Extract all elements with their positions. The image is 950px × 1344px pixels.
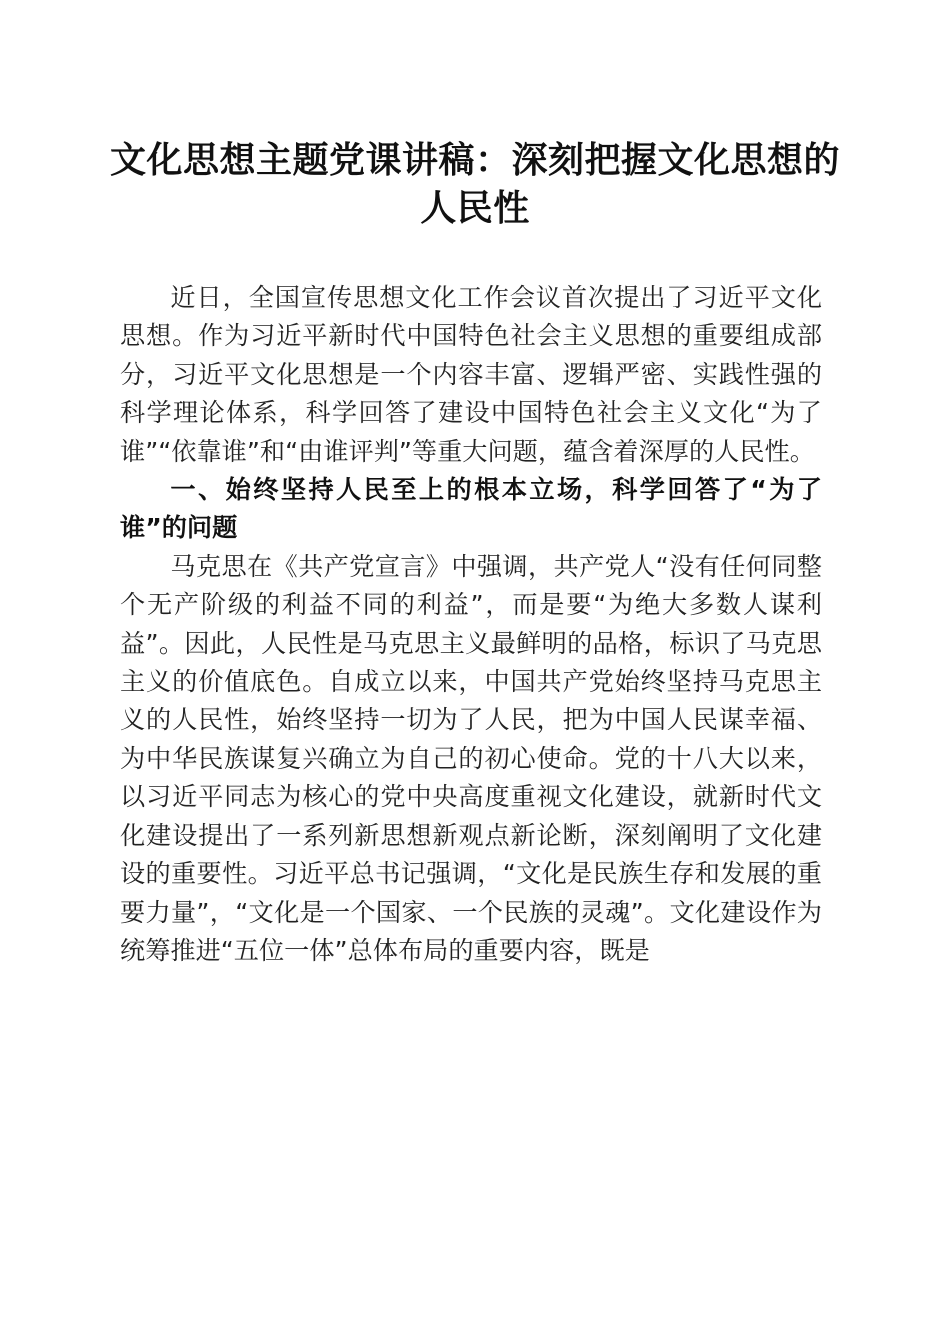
section-heading-1: 一、始终坚持人民至上的根本立场，科学回答了“为了谁”的问题	[120, 475, 822, 543]
intro-paragraph: 近日，全国宣传思想文化工作会议首次提出了习近平文化思想。作为习近平新时代中国特色社会主义思想的重要组成部分，习近平文化思想是一个内容丰富、逻辑严密、实践性强的科学理论体系，科学回答了建设中国特色社会主义文化“为了谁”“依靠谁”和“由谁评判”等重大问题，蕴含着深厚的人民性。	[120, 283, 822, 466]
document-body	[120, 279, 822, 970]
document-title: 文化思想主题党课讲稿：深刻把握文化思想的人民性	[110, 139, 841, 229]
section-1-paragraph: 马克思在《共产党宣言》中强调，共产党人“没有任何同整个无产阶级的利益不同的利益”，而是要“为绝大多数人谋利益”。因此，人民性是马克思主义最鲜明的品格，标识了马克思主义的价值底色。自成立以来，中国共产党始终坚持马克思主义的人民性，始终坚持一切为了人民，把为中国人民谋幸福、为中华民族谋复兴确立为自己的初心使命。党的十八大以来，以习近平同志为核心的党中央高度重视文化建设，就新时代文化建设提出了一系列新思想新观点新论断，深刻阐明了文化建设的重要性。习近平总书记强调，“文化是民族生存和发展的重要力量”，“文化是一个国家、一个民族的灵魂”。文化建设作为统筹推进“五位一体”总体布局的重要内容，既是	[120, 551, 822, 965]
